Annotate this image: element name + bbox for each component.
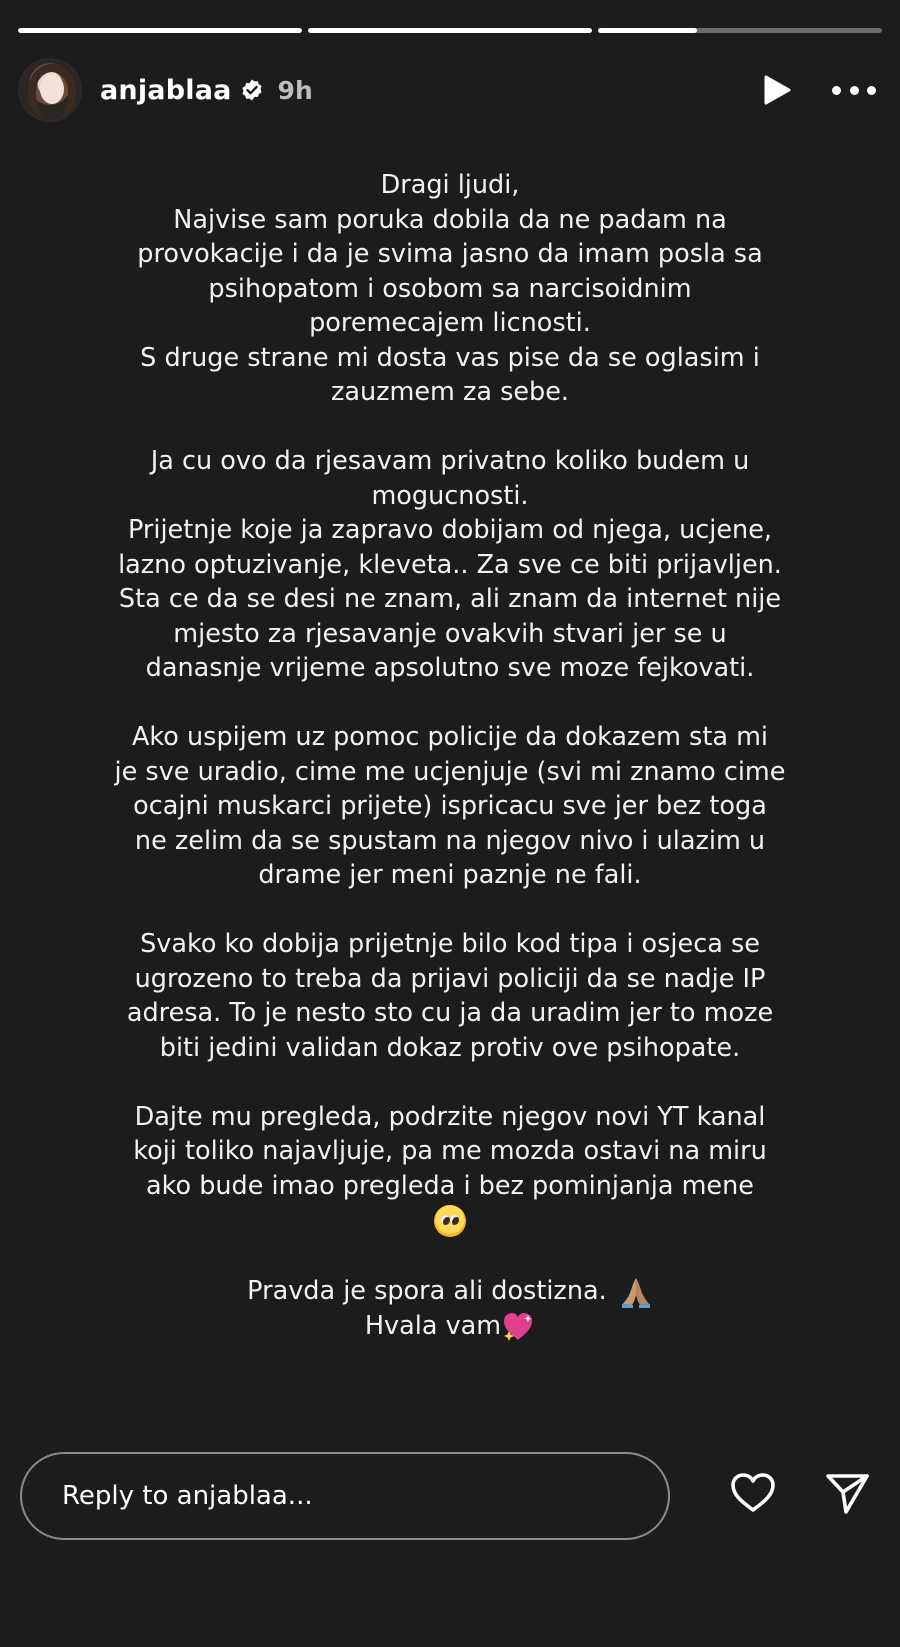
more-icon[interactable]	[832, 85, 876, 95]
text-line: poremecajem licnosti.	[309, 308, 591, 338]
progress-segment-3	[598, 28, 882, 33]
text-line: biti jedini validan dokaz protiv ove psihopate.	[159, 1032, 741, 1063]
progress-segment-1	[18, 28, 302, 33]
text-line: Dragi ljudi,	[380, 170, 520, 200]
text-line: adresa. To je nesto sto cu ja da uradim jer to moze	[126, 998, 774, 1028]
text-line: je sve uradio, cime me ucjenjuje (svi mi znamo cime	[114, 756, 786, 787]
paragraph	[110, 168, 790, 410]
paragraph	[110, 1100, 790, 1240]
text-line: Pravda je spora ali dostizna.	[247, 1275, 607, 1306]
pleading-face-emoji	[434, 1205, 466, 1237]
text-line: Najvise sam poruka dobila da ne padam na	[173, 204, 727, 235]
progress-segment-2	[308, 28, 592, 33]
text-line: Dajte mu pregleda, podrzite njegov novi YT kanal	[134, 1101, 766, 1132]
text-line: lazno optuzivanje, kleveta.. Za sve ce biti prijavljen.	[118, 549, 782, 580]
reply-placeholder: Reply to anjablaa...	[62, 1481, 313, 1511]
text-line: ne zelim da se spustam na njegov nivo i ulazim u	[134, 825, 766, 856]
text-line: mogucnosti.	[371, 480, 529, 511]
story-progress	[18, 28, 882, 33]
text-line: S druge strane mi dosta vas pise da se oglasim i	[140, 342, 760, 373]
paragraph	[110, 720, 790, 893]
text-line: Hvala vam	[364, 1310, 502, 1341]
story-header	[18, 58, 882, 122]
closing	[110, 1274, 790, 1344]
send-icon[interactable]	[822, 1468, 872, 1518]
play-icon[interactable]	[762, 74, 792, 106]
paragraph	[110, 927, 790, 1065]
text-line: koji toliko najavljuje, pa me mozda ostavi na miru	[133, 1136, 767, 1166]
reply-input[interactable]	[20, 1452, 670, 1540]
heart-icon[interactable]	[728, 1468, 778, 1518]
text-line: ugrozeno to treba da prijavi policiji da se nadje IP	[134, 963, 766, 994]
text-line: Sta ce da se desi ne znam, ali znam da internet nije	[118, 584, 782, 614]
story-text	[110, 168, 790, 1343]
text-line: ocajni muskarci prijete) ispricacu sve jer bez toga	[133, 791, 767, 821]
post-time: 9h	[277, 75, 313, 105]
username[interactable]: anjablaa	[100, 74, 232, 106]
text-line: danasnje vrijeme apsolutno sve moze fejkovati.	[145, 653, 755, 683]
folded-hands-emoji	[619, 1275, 653, 1309]
text-line: psihopatom i osobom sa narcisoidnim	[208, 273, 692, 304]
verified-badge-icon	[240, 78, 264, 102]
paragraph	[110, 444, 790, 686]
text-line: Prijetnje koje ja zapravo dobijam od njega, ucjene,	[127, 515, 773, 545]
text-line: zauzmem za sebe.	[330, 377, 570, 407]
sparkling-heart-emoji	[501, 1311, 535, 1343]
text-line: drame jer meni paznje ne fali.	[258, 860, 642, 890]
text-line: Ja cu ovo da rjesavam privatno koliko budem u	[150, 446, 750, 476]
avatar[interactable]	[18, 58, 82, 122]
text-line: provokacije i da je svima jasno da imam posla sa	[137, 239, 763, 269]
text-line: ako bude imao pregleda i bez pominjanja mene	[146, 1170, 754, 1201]
text-line: Svako ko dobija prijetnje bilo kod tipa i osjeca se	[140, 929, 760, 959]
text-line: mjesto za rjesavanje ovakvih stvari jer se u	[173, 618, 727, 649]
text-line: Ako uspijem uz pomoc policije da dokazem sta mi	[131, 722, 768, 752]
